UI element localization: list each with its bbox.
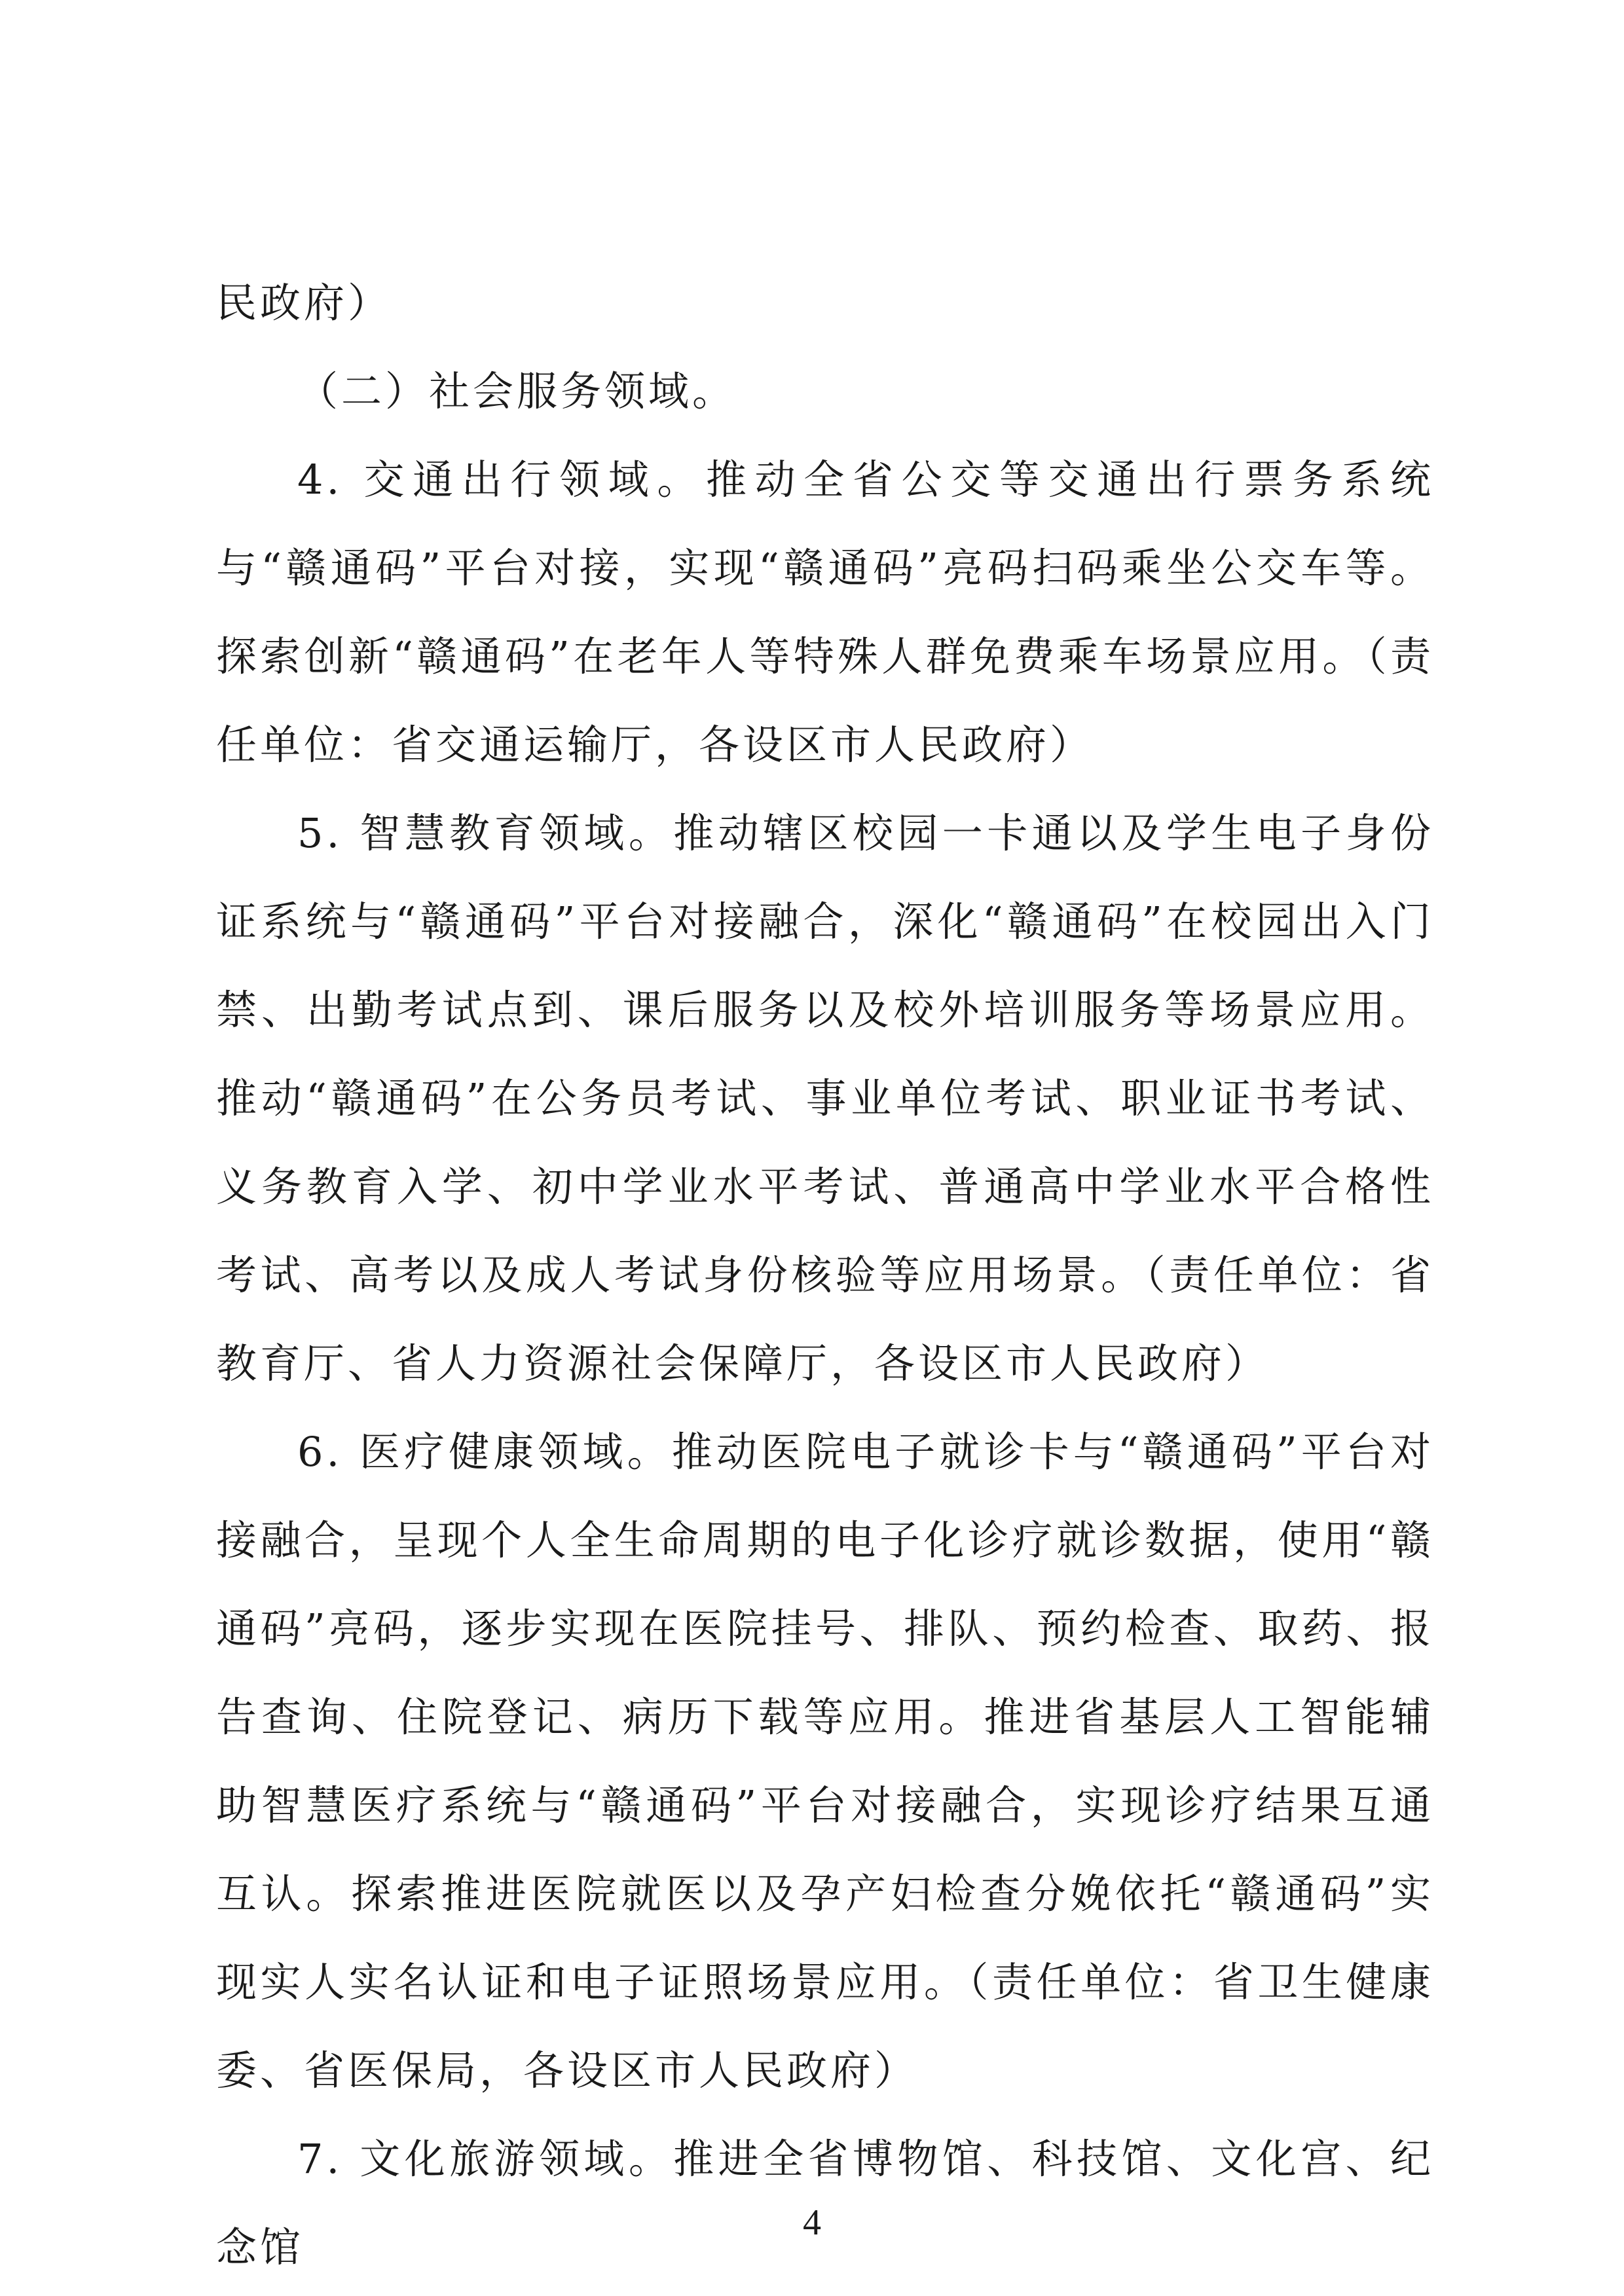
paragraph-transportation: 4. 交通出行领域。推动全省公交等交通出行票务系统与“赣通码”平台对接，实现“赣通码”亮码扫码乘坐公交车等。探索创新“赣通码”在老年人等特殊人群免费乘车场景应用。（责任单位：省交通运输厅，各设区市人民政府） (216, 456, 1434, 769)
paragraph-culture-tourism: 7. 文化旅游领域。推进全省博物馆、科技馆、文化宫、纪念馆 (216, 2135, 1434, 2271)
document-body (216, 259, 1434, 2291)
paragraph-smart-education: 5. 智慧教育领域。推动辖区校园一卡通以及学生电子身份证系统与“赣通码”平台对接融合，深化“赣通码”在校园出入门禁、出勤考试点到、课后服务以及校外培训服务等场景应用。推动“赣通码”在公务员考试、事业单位考试、职业证书考试、义务教育入学、初中学业水平考试、普通高中学业水平合格性考试、高考以及成人考试身份核验等应用场景。（责任单位：省教育厅、省人力资源社会保障厅，各设区市人民政府） (216, 809, 1434, 1387)
paragraph-medical-health: 6. 医疗健康领域。推动医院电子就诊卡与“赣通码”平台对接融合，呈现个人全生命周期的电子化诊疗就诊数据，使用“赣通码”亮码，逐步实现在医院挂号、排队、预约检查、取药、报告查询、住院登记、病历下载等应用。推进省基层人工智能辅助智慧医疗系统与“赣通码”平台对接融合，实现诊疗结果互通互认。探索推进医院就医以及孕产妇检查分娩依托“赣通码”实现实人实名认证和电子证照场景应用。（责任单位：省卫生健康委、省医保局，各设区市人民政府） (216, 1428, 1434, 2094)
section-heading-social-services: （二）社会服务领域。 (297, 367, 737, 415)
page-number: 4 (803, 2202, 821, 2243)
paragraph-continuation: 民政府） (216, 279, 392, 327)
